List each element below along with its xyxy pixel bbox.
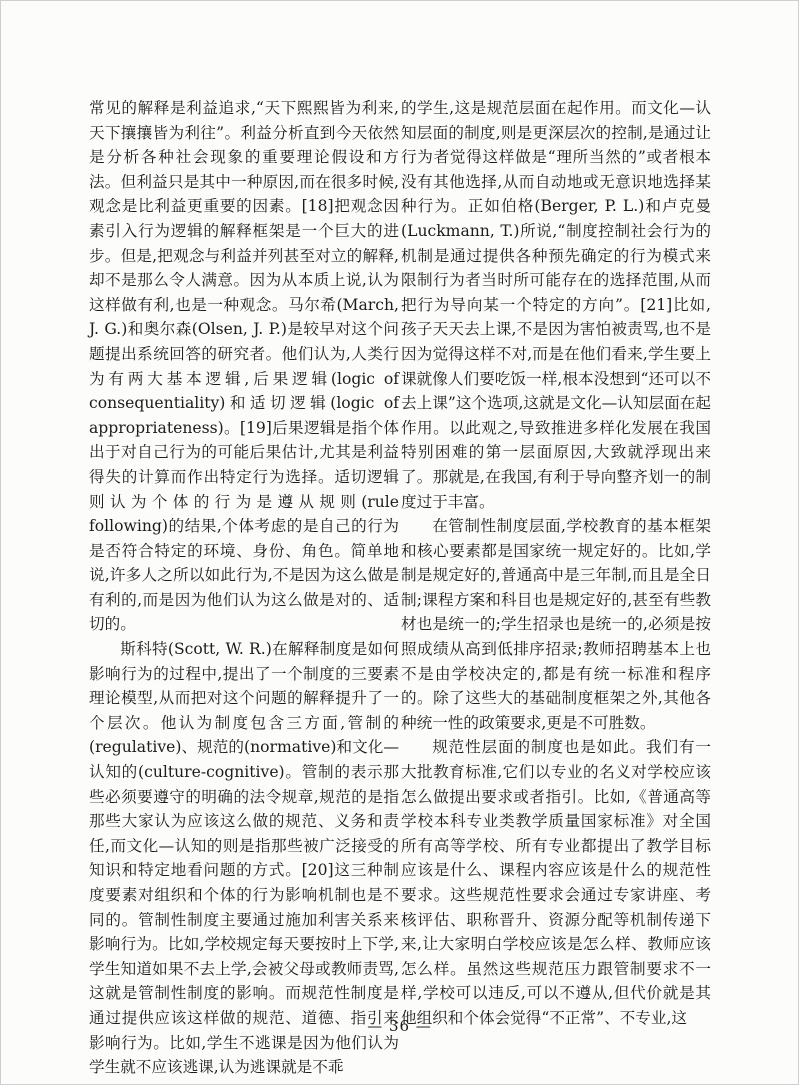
left-column: [89, 96, 399, 1080]
paragraph-right-1: 的学生,这是规范层面在起作用。而文化—认知层面的制度,则是更深层次的控制,是通过让行为者觉得这样做是“理所当然的”或者根本没有其他选择,从而自动地或无意识地选择某种行为。正如伯格(Berger, P. L.)和卢克曼(Luckmann, T.)所说,“制度控制社会行为的机制是通过提供各种预先确定的行为模式来限制行为者当时所可能存在的选择范围,从而把行为导向某一个特定的方向”。[21]比如,孩子天天去上课,不是因为害怕被责骂,也不是因为觉得这样不对,而是在他们看来,学生要上课就像人们要吃饭一样,根本没想到“还可以不去上课”这个选项,这就是文化—认知层面在起作用。以此观之,导致推进多样化发展在我国特别困难的第一层面原因,大致就浮现出来了。那就是,在我国,有利于导向整齐划一的制度过于丰富。: [401, 99, 711, 511]
paragraph-right-3: 规范性层面的制度也是如此。我们有一大批教育标准,它们以专业的名义对学校应该怎么做提出要求或者指引。比如,《普通高等学校本科专业类教学质量国家标准》对全国所有高等学校、所有专业都提出了教学目标应该是什么、课程内容应该是什么的规范性要求。这些规范性要求会通过专家讲座、考核评估、职称晋升、资源分配等机制传递下来,让大家明白学校应该是怎么样、教师应该怎么样。虽然这些规范压力跟管制要求不一样,学校可以违反,可以不遵从,但代价就是其他组织和个体会觉得“不正常”、不专业,这: [401, 738, 711, 1027]
paragraph-left-2: 斯科特(Scott, W. R.)在解释制度是如何影响行为的过程中,提出了一个制度的三要素理论模型,从而把对这个问题的解释提升了一个层次。他认为制度包含三方面,管制的(regulative)、规范的(normative)和文化—认知的(culture-cognitive)。管制的表示那些必须要遵守的明确的法令规章,规范的是指那些大家认为应该这么做的规范、义务和责任,而文化—认知的则是指那些被广泛接受的知识和特定地看问题的方式。[20]这三种制度要素对组织和个体的行为影响机制也是不同的。管制性制度主要通过施加利害关系来影响行为。比如,学校规定每天要按时上下学,学生知道如果不去上学,会被父母或教师责骂,这就是管制性制度的影响。而规范性制度是通过提供应该这样做的规范、道德、指引来影响行为。比如,学生不逃课是因为他们认为学生就不应该逃课,认为逃课就是不乖: [89, 640, 399, 1077]
paragraph-right-2: 在管制性制度层面,学校教育的基本框架和核心要素都是国家统一规定好的。比如,学制是规定好的,普通高中是三年制,而且是全日制;课程方案和科目也是规定好的,甚至有些教材也是统一的;学生招录也是统一的,必须是按照成绩从高到低排序招录;教师招聘基本上也不是由学校决定的,都是有统一标准和程序的。除了这些大的基础制度框架之外,其他各种统一性的政策要求,更是不可胜数。: [401, 517, 711, 732]
paragraph-left-1: 常见的解释是利益追求,“天下熙熙皆为利来,天下攘攘皆为利往”。利益分析直到今天依然是分析各种社会现象的重要理论假设和方法。但利益只是其中一种原因,而在很多时候,观念是比利益更重要的因素。[18]把观念因素引入行为逻辑的解释框架是一个巨大的进步。但是,把观念与利益并列甚至对立的解释,却不是那么令人满意。因为从本质上说,认为这样做有利,也是一种观念。马尔希(March, J. G.)和奥尔森(Olsen, J. P.)是较早对这个问题提出系统回答的研究者。他们认为,人类行为有两大基本逻辑,后果逻辑(logic of consequentiality)和适切逻辑(logic of appropriateness)。[19]后果逻辑是指个体出于对自己行为的可能后果估计,尤其是利益得失的计算而作出特定行为选择。适切逻辑则认为个体的行为是遵从规则(rule following)的结果,个体考虑的是自己的行为是否符合特定的环境、身份、角色。简单地说,许多人之所以如此行为,不是因为这么做是有利的,而是因为他们认为这么做是对的、适切的。: [89, 99, 399, 634]
page-number: — 36 —: [367, 1017, 432, 1035]
right-column: [401, 96, 711, 1031]
